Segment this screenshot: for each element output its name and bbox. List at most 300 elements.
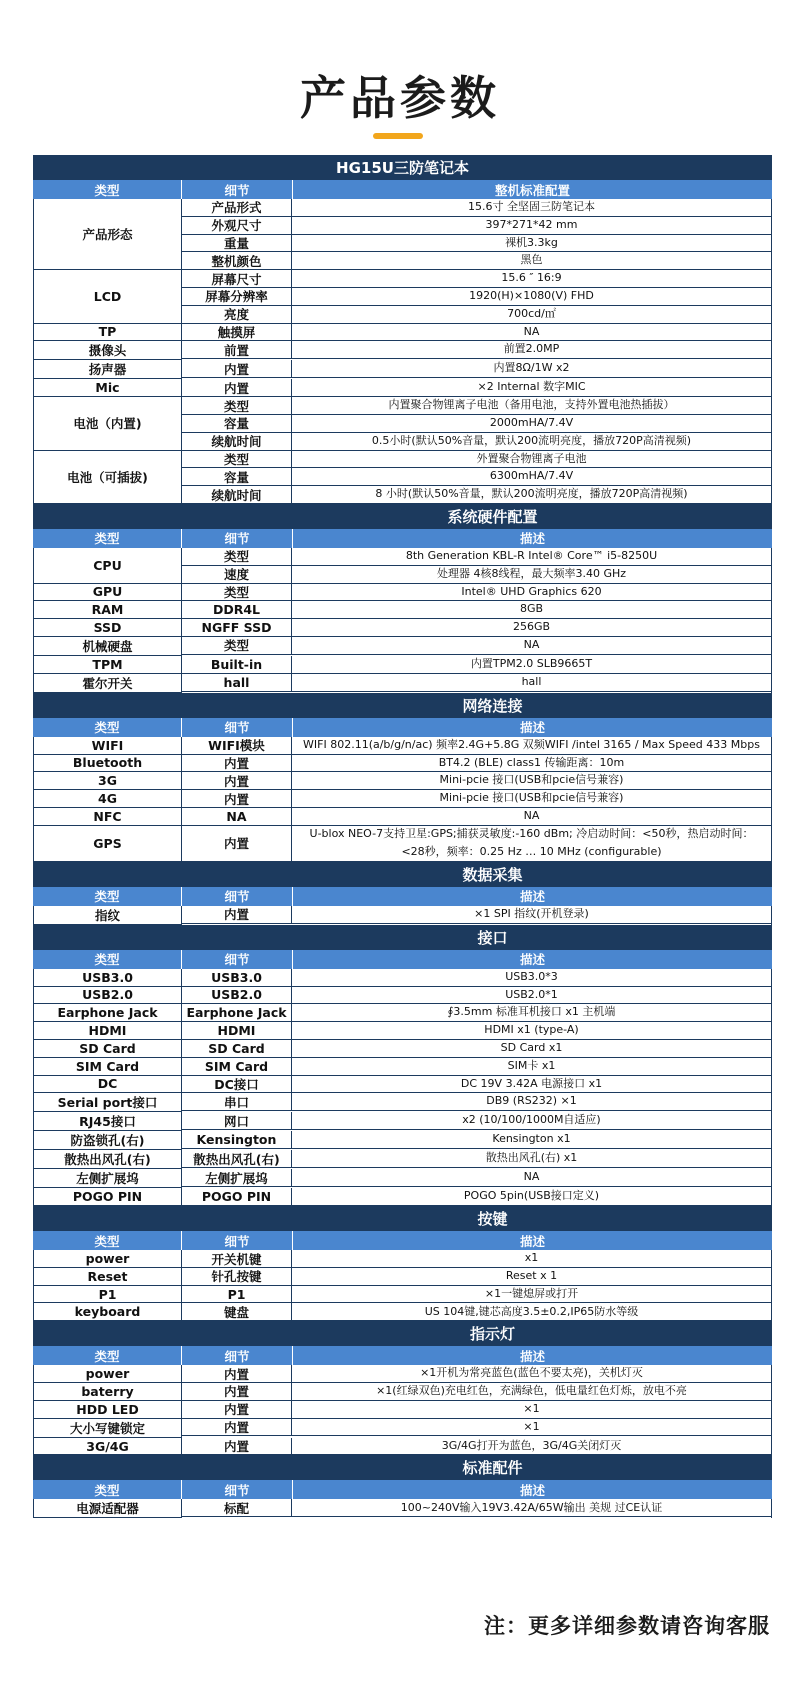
column-header: 类型 bbox=[33, 887, 182, 906]
value-cell: Kensington x1 bbox=[492, 1132, 571, 1146]
table-row bbox=[182, 1150, 771, 1168]
table-row bbox=[182, 755, 771, 773]
value-cell: 397*271*42 mm bbox=[485, 217, 578, 231]
table-row bbox=[182, 1022, 771, 1040]
detail-cell: 类型 bbox=[182, 584, 292, 601]
table-row bbox=[182, 1401, 771, 1419]
value-cell: NA bbox=[523, 638, 540, 651]
group-body bbox=[182, 270, 771, 323]
group-body bbox=[182, 1303, 771, 1321]
table-row bbox=[182, 674, 771, 692]
table-row-group bbox=[33, 1250, 772, 1268]
detail-cell: NGFF SSD bbox=[182, 619, 292, 636]
category-cell: 扬声器 bbox=[34, 360, 182, 379]
category-cell: LCD bbox=[34, 270, 182, 323]
category-cell: 大小写键锁定 bbox=[34, 1419, 182, 1438]
detail-cell: 键盘 bbox=[182, 1303, 292, 1320]
detail-cell: P1 bbox=[182, 1286, 292, 1303]
group-body bbox=[182, 790, 771, 808]
value-cell: U-blox NEO-7支持卫星:GPS;捕获灵敏度:-160 dBm; 冷启动时间：<50秒，热启动时间：<28秒，频率：0.25 Hz … 10 MHz (configurable) bbox=[309, 826, 754, 859]
detail-cell: 类型 bbox=[182, 548, 292, 565]
value-cell: ×1 bbox=[523, 1401, 540, 1415]
table-row bbox=[182, 1040, 771, 1058]
table-row-group bbox=[33, 601, 772, 619]
value-cell: DB9 (RS232) ×1 bbox=[486, 1094, 577, 1108]
table-row-group bbox=[33, 397, 772, 450]
section-header-row bbox=[33, 1231, 772, 1250]
value-cell: 0.5小时(默认50%音量，默认200流明亮度，播放720P高清视频) bbox=[371, 433, 692, 447]
category-cell: 电源适配器 bbox=[34, 1499, 182, 1518]
section-title: 接口 bbox=[477, 928, 508, 947]
table-row bbox=[182, 619, 771, 637]
value-cell: Reset x 1 bbox=[505, 1268, 558, 1282]
table-row bbox=[182, 1131, 771, 1149]
category-cell: 散热出风孔(右) bbox=[34, 1150, 182, 1169]
table-row-group bbox=[33, 808, 772, 826]
category-cell: WIFI bbox=[34, 737, 182, 755]
section-header-row bbox=[33, 180, 772, 199]
detail-cell: 速度 bbox=[182, 566, 292, 583]
column-header: 类型 bbox=[33, 1346, 182, 1365]
table-row-group bbox=[33, 199, 772, 270]
category-cell: 指纹 bbox=[34, 906, 182, 925]
detail-cell: 内置 bbox=[182, 826, 292, 861]
category-cell: SSD bbox=[34, 619, 182, 637]
detail-cell: 容量 bbox=[182, 415, 292, 432]
detail-cell: SIM Card bbox=[182, 1058, 292, 1075]
column-header: 类型 bbox=[33, 950, 182, 969]
category-cell: Bluetooth bbox=[34, 755, 182, 773]
column-header: 细节 bbox=[182, 887, 293, 906]
table-row bbox=[182, 415, 771, 433]
table-row-group bbox=[33, 1150, 772, 1169]
table-row bbox=[182, 1383, 771, 1401]
column-header: 细节 bbox=[182, 950, 293, 969]
table-row bbox=[182, 1076, 771, 1094]
table-row-group bbox=[33, 1131, 772, 1150]
group-body bbox=[182, 1150, 771, 1169]
value-cell: SIM卡 x1 bbox=[507, 1058, 556, 1072]
table-row bbox=[182, 270, 771, 288]
group-body bbox=[182, 1093, 771, 1112]
column-header: 描述 bbox=[519, 1348, 545, 1364]
table-row bbox=[182, 1250, 771, 1268]
value-cell: Mini-pcie 接口(USB和pcie信号兼容) bbox=[439, 773, 624, 787]
group-body bbox=[182, 969, 771, 987]
detail-cell: HDMI bbox=[182, 1022, 292, 1039]
detail-cell: 外观尺寸 bbox=[182, 217, 292, 234]
table-row-group bbox=[33, 674, 772, 693]
table-row bbox=[182, 252, 771, 270]
section-header-row bbox=[33, 1480, 772, 1499]
value-cell: ×1 SPI 指纹(开机登录) bbox=[474, 906, 589, 920]
category-cell: NFC bbox=[34, 808, 182, 826]
table-row-group bbox=[33, 772, 772, 790]
category-cell: SIM Card bbox=[34, 1058, 182, 1076]
table-row bbox=[182, 199, 771, 217]
table-row bbox=[182, 790, 771, 808]
group-body bbox=[182, 1401, 771, 1419]
table-row-group bbox=[33, 360, 772, 379]
table-row-group bbox=[33, 584, 772, 602]
value-cell: 8 小时(默认50%音量，默认200流明亮度，播放720P高清视频) bbox=[375, 487, 688, 501]
value-cell: 700cd/㎡ bbox=[507, 306, 556, 320]
category-cell: 产品形态 bbox=[34, 199, 182, 270]
section-header-row bbox=[33, 1346, 772, 1365]
section-header-row bbox=[33, 887, 772, 906]
table-row-group bbox=[33, 969, 772, 987]
table-row bbox=[182, 235, 771, 253]
section-banner bbox=[33, 1321, 772, 1346]
table-row-group bbox=[33, 1438, 772, 1456]
column-header: 描述 bbox=[519, 1233, 545, 1249]
table-row bbox=[182, 656, 771, 674]
table-row-group bbox=[33, 1040, 772, 1058]
table-row bbox=[182, 808, 771, 826]
table-row bbox=[182, 433, 771, 451]
detail-cell: DDR4L bbox=[182, 601, 292, 618]
category-cell: HDMI bbox=[34, 1022, 182, 1040]
value-cell: 256GB bbox=[512, 620, 551, 634]
category-cell: power bbox=[34, 1365, 182, 1383]
category-cell: Mic bbox=[34, 379, 182, 397]
detail-cell: 网口 bbox=[182, 1112, 292, 1129]
product-banner bbox=[33, 155, 772, 180]
group-body bbox=[182, 755, 771, 773]
table-row-group bbox=[33, 1383, 772, 1401]
section-header-row bbox=[33, 718, 772, 737]
detail-cell: 内置 bbox=[182, 1401, 292, 1418]
category-cell: 防盗锁孔(右) bbox=[34, 1131, 182, 1150]
group-body bbox=[182, 1131, 771, 1150]
value-cell: 外置聚合物锂离子电池 bbox=[476, 451, 587, 465]
value-cell: Intel® UHD Graphics 620 bbox=[461, 584, 602, 598]
value-cell: x1 bbox=[524, 1251, 539, 1265]
group-body bbox=[182, 451, 771, 504]
detail-cell: 屏幕尺寸 bbox=[182, 270, 292, 287]
table-row bbox=[182, 906, 771, 924]
detail-cell: POGO PIN bbox=[182, 1188, 292, 1205]
detail-cell: WIFI模块 bbox=[182, 737, 292, 754]
category-cell: power bbox=[34, 1250, 182, 1268]
column-header: 细节 bbox=[182, 1231, 293, 1250]
table-row-group bbox=[33, 341, 772, 360]
table-row-group bbox=[33, 1499, 772, 1518]
table-row-group bbox=[33, 1419, 772, 1438]
detail-cell: SD Card bbox=[182, 1040, 292, 1057]
table-row-group bbox=[33, 1058, 772, 1076]
group-body bbox=[182, 619, 771, 637]
table-row bbox=[182, 341, 771, 359]
group-body bbox=[182, 1169, 771, 1188]
column-header: 细节 bbox=[182, 1480, 293, 1499]
column-header: 描述 bbox=[519, 889, 545, 905]
group-body bbox=[182, 548, 771, 584]
table-row-group bbox=[33, 619, 772, 637]
value-cell: NA bbox=[523, 808, 540, 822]
value-cell: 15.6 ″ 16:9 bbox=[501, 271, 562, 285]
group-body bbox=[182, 1112, 771, 1131]
table-row bbox=[182, 1112, 771, 1130]
table-row bbox=[182, 324, 771, 342]
detail-cell: 续航时间 bbox=[182, 433, 292, 450]
table-row-group bbox=[33, 324, 772, 342]
detail-cell: 内置 bbox=[182, 755, 292, 772]
category-cell: 电池（可插拔) bbox=[34, 451, 182, 504]
table-row bbox=[182, 969, 771, 987]
detail-cell: 类型 bbox=[182, 637, 292, 654]
table-row-group bbox=[33, 1022, 772, 1040]
value-cell: hall bbox=[521, 674, 542, 688]
value-cell: 内置聚合物锂离子电池（备用电池，支持外置电池热插拔） bbox=[388, 398, 675, 412]
category-cell: RJ45接口 bbox=[34, 1112, 182, 1131]
detail-cell: 内置 bbox=[182, 1438, 292, 1455]
table-row-group bbox=[33, 637, 772, 656]
section-banner bbox=[33, 862, 772, 887]
table-row-group bbox=[33, 548, 772, 584]
value-cell: DC 19V 3.42A 电源接口 x1 bbox=[460, 1076, 603, 1090]
table-row-group bbox=[33, 1076, 772, 1094]
group-body bbox=[182, 1383, 771, 1401]
section-title: 指示灯 bbox=[469, 1325, 515, 1344]
group-body bbox=[182, 826, 771, 862]
category-cell: USB3.0 bbox=[34, 969, 182, 987]
value-cell: ×1一键熄屏或打开 bbox=[484, 1286, 579, 1300]
value-cell: ∮3.5mm 标准耳机接口 x1 主机端 bbox=[447, 1005, 616, 1019]
section-banner bbox=[33, 925, 772, 950]
group-body bbox=[182, 1188, 771, 1206]
table-row-group bbox=[33, 987, 772, 1005]
value-cell: 前置2.0MP bbox=[503, 342, 560, 356]
table-row-group bbox=[33, 790, 772, 808]
section-title: 标准配件 bbox=[462, 1459, 523, 1478]
detail-cell: 整机颜色 bbox=[182, 252, 292, 269]
detail-cell: 左侧扩展坞 bbox=[182, 1169, 292, 1186]
detail-cell: 产品形式 bbox=[182, 199, 292, 216]
category-cell: 左侧扩展坞 bbox=[34, 1169, 182, 1188]
table-row-group bbox=[33, 1004, 772, 1022]
detail-cell: 开关机键 bbox=[182, 1250, 292, 1267]
category-cell: 霍尔开关 bbox=[34, 674, 182, 693]
value-cell: ×1(红绿双色)充电红色，充满绿色，低电量红色灯烁，放电不亮 bbox=[376, 1384, 687, 1398]
detail-cell: 重量 bbox=[182, 235, 292, 252]
column-header: 类型 bbox=[33, 180, 182, 199]
detail-cell: 内置 bbox=[182, 906, 292, 923]
detail-cell: 续航时间 bbox=[182, 486, 292, 503]
detail-cell: Earphone Jack bbox=[182, 1004, 292, 1021]
category-cell: DC bbox=[34, 1076, 182, 1094]
category-cell: RAM bbox=[34, 601, 182, 619]
group-body bbox=[182, 674, 771, 693]
value-cell: 3G/4G打开为蓝色，3G/4G关闭灯灭 bbox=[441, 1438, 622, 1452]
value-cell: WIFI 802.11(a/b/g/n/ac) 频率2.4G+5.8G 双频WIFI /intel 3165 / Max Speed 433 Mbps bbox=[303, 737, 760, 751]
table-row bbox=[182, 548, 771, 566]
table-row-group bbox=[33, 906, 772, 925]
section-title: 按键 bbox=[477, 1210, 508, 1229]
group-body bbox=[182, 808, 771, 826]
category-cell: keyboard bbox=[34, 1303, 182, 1321]
category-cell: Serial port接口 bbox=[34, 1093, 182, 1112]
group-body bbox=[182, 656, 771, 674]
table-row-group bbox=[33, 656, 772, 674]
value-cell: 处理器 4核8线程，最大频率3.40 GHz bbox=[436, 566, 627, 580]
group-body bbox=[182, 199, 771, 270]
product-name: HG15U三防笔记本 bbox=[336, 159, 469, 177]
table-row bbox=[182, 1268, 771, 1286]
group-body bbox=[182, 379, 771, 397]
value-cell: 内置TPM2.0 SLB9665T bbox=[470, 657, 593, 670]
page-title: 产品参数 bbox=[300, 71, 500, 125]
detail-cell: 散热出风孔(右) bbox=[182, 1150, 292, 1167]
category-cell: baterry bbox=[34, 1383, 182, 1401]
table-row bbox=[182, 737, 771, 755]
value-cell: 100~240V输入19V3.42A/65W输出 美规 过CE认证 bbox=[400, 1500, 663, 1514]
section-banner bbox=[33, 693, 772, 718]
detail-cell: NA bbox=[182, 808, 292, 825]
value-cell: Mini-pcie 接口(USB和pcie信号兼容) bbox=[439, 791, 624, 805]
column-header: 细节 bbox=[182, 180, 293, 199]
group-body bbox=[182, 1250, 771, 1268]
column-header: 类型 bbox=[33, 529, 182, 548]
table-row bbox=[182, 306, 771, 324]
category-cell: GPU bbox=[34, 584, 182, 602]
table-row bbox=[182, 1286, 771, 1304]
group-body bbox=[182, 737, 771, 755]
table-row-group bbox=[33, 1268, 772, 1286]
table-row-group bbox=[33, 737, 772, 755]
table-row-group bbox=[33, 1188, 772, 1206]
section-header-row bbox=[33, 950, 772, 969]
group-body bbox=[182, 906, 771, 925]
spec-table bbox=[33, 155, 772, 1518]
detail-cell: 内置 bbox=[182, 772, 292, 789]
detail-cell: 内置 bbox=[182, 379, 292, 396]
value-cell: ×1开机为常亮蓝色(蓝色不要太亮)，关机灯灭 bbox=[420, 1366, 643, 1380]
value-cell: SD Card x1 bbox=[500, 1040, 563, 1054]
group-body bbox=[182, 1076, 771, 1094]
detail-cell: Kensington bbox=[182, 1131, 292, 1148]
table-row bbox=[182, 217, 771, 235]
detail-cell: USB2.0 bbox=[182, 987, 292, 1004]
table-row bbox=[182, 1365, 771, 1383]
table-row bbox=[182, 1058, 771, 1076]
column-header: 类型 bbox=[33, 718, 182, 737]
table-row-group bbox=[33, 826, 772, 862]
table-row bbox=[182, 486, 771, 504]
value-cell: HDMI x1 (type-A) bbox=[484, 1023, 579, 1037]
table-row bbox=[182, 1169, 771, 1187]
column-header: 描述 bbox=[519, 531, 545, 547]
table-row bbox=[182, 1093, 771, 1111]
detail-cell: 类型 bbox=[182, 451, 292, 468]
detail-cell: 亮度 bbox=[182, 306, 292, 323]
detail-cell: 针孔按键 bbox=[182, 1268, 292, 1285]
section-banner bbox=[33, 1455, 772, 1480]
category-cell: SD Card bbox=[34, 1040, 182, 1058]
group-body bbox=[182, 1268, 771, 1286]
value-cell: 内置8Ω/1W x2 bbox=[493, 361, 570, 375]
category-cell: USB2.0 bbox=[34, 987, 182, 1005]
category-cell: P1 bbox=[34, 1286, 182, 1304]
table-row bbox=[182, 1303, 771, 1321]
value-cell: 1920(H)×1080(V) FHD bbox=[469, 289, 594, 303]
table-row bbox=[182, 566, 771, 584]
category-cell: HDD LED bbox=[34, 1401, 182, 1419]
value-cell: NA bbox=[523, 324, 540, 338]
table-row-group bbox=[33, 1401, 772, 1419]
table-row-group bbox=[33, 1093, 772, 1112]
category-cell: 摄像头 bbox=[34, 341, 182, 360]
category-cell: 3G bbox=[34, 772, 182, 790]
value-cell: NA bbox=[523, 1170, 540, 1184]
group-body bbox=[182, 1286, 771, 1304]
value-cell: x2 (10/100/1000M自适应) bbox=[462, 1113, 601, 1127]
group-body bbox=[182, 584, 771, 602]
detail-cell: 类型 bbox=[182, 397, 292, 414]
table-row bbox=[182, 826, 771, 862]
section-header-row bbox=[33, 529, 772, 548]
table-row bbox=[182, 379, 771, 397]
table-row bbox=[182, 360, 771, 378]
table-row-group bbox=[33, 1112, 772, 1131]
detail-cell: USB3.0 bbox=[182, 969, 292, 986]
value-cell: 散热出风孔(右) x1 bbox=[485, 1151, 578, 1165]
group-body bbox=[182, 987, 771, 1005]
detail-cell: 标配 bbox=[182, 1499, 292, 1516]
section-banner bbox=[33, 504, 772, 529]
table-row bbox=[182, 288, 771, 306]
value-cell: 6300mHA/7.4V bbox=[489, 469, 574, 483]
group-body bbox=[182, 397, 771, 450]
category-cell: 电池（内置) bbox=[34, 397, 182, 450]
group-body bbox=[182, 1040, 771, 1058]
detail-cell: 内置 bbox=[182, 360, 292, 377]
group-body bbox=[182, 637, 771, 656]
table-row-group bbox=[33, 270, 772, 323]
table-row-group bbox=[33, 755, 772, 773]
table-row bbox=[182, 637, 771, 655]
category-cell: 4G bbox=[34, 790, 182, 808]
group-body bbox=[182, 360, 771, 379]
category-cell: TP bbox=[34, 324, 182, 342]
group-body bbox=[182, 1004, 771, 1022]
column-header: 细节 bbox=[182, 1346, 293, 1365]
value-cell: ×2 Internal 数字MIC bbox=[477, 380, 586, 394]
section-title: 系统硬件配置 bbox=[447, 507, 538, 526]
column-header: 类型 bbox=[33, 1480, 182, 1499]
group-body bbox=[182, 1419, 771, 1438]
column-header: 描述 bbox=[519, 1482, 545, 1498]
detail-cell: DC接口 bbox=[182, 1076, 292, 1093]
column-header: 描述 bbox=[519, 952, 545, 968]
footnote: 注：更多详细参数请咨询客服 bbox=[484, 1614, 770, 1638]
column-header: 整机标准配置 bbox=[494, 182, 570, 198]
detail-cell: 前置 bbox=[182, 341, 292, 358]
group-body bbox=[182, 1058, 771, 1076]
category-cell: Earphone Jack bbox=[34, 1004, 182, 1022]
value-cell: 15.6寸 全坚固三防笔记本 bbox=[468, 200, 595, 214]
table-row bbox=[182, 584, 771, 602]
table-row-group bbox=[33, 451, 772, 504]
category-cell: 机械硬盘 bbox=[34, 637, 182, 656]
value-cell: US 104键,键芯高度3.5±0.2,IP65防水等级 bbox=[424, 1304, 639, 1318]
value-cell: POGO 5pin(USB接口定义) bbox=[463, 1189, 600, 1203]
detail-cell: Built-in bbox=[182, 656, 292, 673]
category-cell: TPM bbox=[34, 656, 182, 674]
column-header: 描述 bbox=[519, 720, 545, 736]
group-body bbox=[182, 1022, 771, 1040]
section-banner bbox=[33, 1206, 772, 1231]
